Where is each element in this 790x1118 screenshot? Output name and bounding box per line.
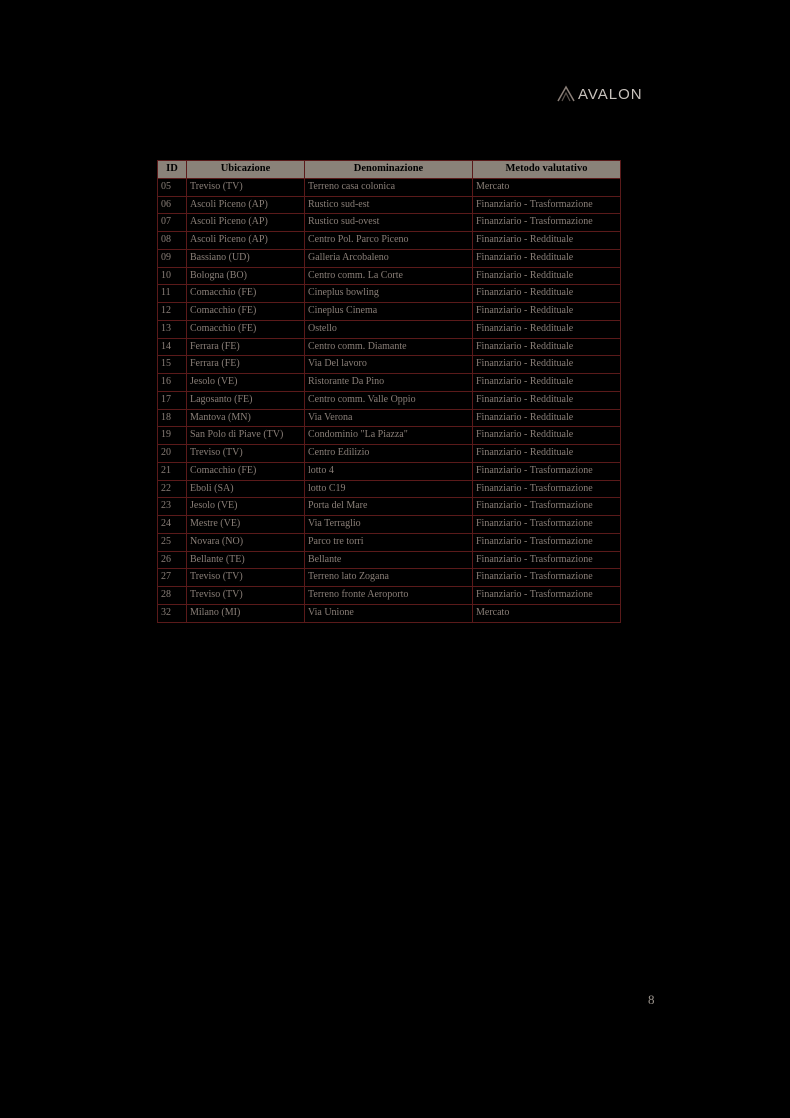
row-location: Novara (NO) (187, 533, 305, 551)
row-method: Finanziario - Trasformazione (473, 214, 621, 232)
row-id: 28 (158, 587, 187, 605)
row-id: 12 (158, 303, 187, 321)
row-location: Comacchio (FE) (187, 462, 305, 480)
table-row (158, 604, 621, 622)
row-method: Finanziario - Reddituale (473, 374, 621, 392)
table-row (158, 409, 621, 427)
row-id: 05 (158, 178, 187, 196)
row-method: Finanziario - Trasformazione (473, 480, 621, 498)
row-name: Cineplus bowling (305, 285, 473, 303)
row-name: Rustico sud-ovest (305, 214, 473, 232)
row-id: 07 (158, 214, 187, 232)
table-row (158, 214, 621, 232)
row-name: Parco tre torri (305, 533, 473, 551)
table-row (158, 587, 621, 605)
row-location: Ascoli Piceno (AP) (187, 232, 305, 250)
row-location: Ascoli Piceno (AP) (187, 214, 305, 232)
column-header-id: ID (158, 161, 187, 179)
row-location: San Polo di Piave (TV) (187, 427, 305, 445)
avalon-logo-icon (556, 85, 576, 103)
table-row (158, 374, 621, 392)
row-name: Porta del Mare (305, 498, 473, 516)
row-id: 13 (158, 320, 187, 338)
row-name: Via Del lavoro (305, 356, 473, 374)
row-location: Treviso (TV) (187, 178, 305, 196)
row-method: Finanziario - Reddituale (473, 427, 621, 445)
row-method: Finanziario - Trasformazione (473, 551, 621, 569)
row-location: Mestre (VE) (187, 516, 305, 534)
row-name: Ristorante Da Pino (305, 374, 473, 392)
row-location: Comacchio (FE) (187, 320, 305, 338)
row-id: 19 (158, 427, 187, 445)
row-name: Centro Pol. Parco Piceno (305, 232, 473, 250)
row-name: Centro comm. Valle Oppio (305, 391, 473, 409)
table-body (158, 178, 621, 622)
row-id: 22 (158, 480, 187, 498)
table-row (158, 320, 621, 338)
table-row (158, 178, 621, 196)
row-location: Mantova (MN) (187, 409, 305, 427)
row-id: 15 (158, 356, 187, 374)
row-method: Finanziario - Reddituale (473, 409, 621, 427)
row-name: lotto 4 (305, 462, 473, 480)
column-header-location: Ubicazione (187, 161, 305, 179)
row-method: Finanziario - Trasformazione (473, 498, 621, 516)
row-location: Bellante (TE) (187, 551, 305, 569)
row-id: 21 (158, 462, 187, 480)
row-name: Rustico sud-est (305, 196, 473, 214)
table-row (158, 303, 621, 321)
table-header-row (158, 161, 621, 179)
table-row (158, 480, 621, 498)
row-id: 09 (158, 249, 187, 267)
row-location: Comacchio (FE) (187, 303, 305, 321)
row-id: 06 (158, 196, 187, 214)
row-method: Mercato (473, 604, 621, 622)
row-id: 16 (158, 374, 187, 392)
row-location: Lagosanto (FE) (187, 391, 305, 409)
row-id: 24 (158, 516, 187, 534)
table-row (158, 569, 621, 587)
row-name: Terreno lato Zogana (305, 569, 473, 587)
avalon-logo (556, 84, 643, 104)
table-row (158, 427, 621, 445)
row-name: Cineplus Cinema (305, 303, 473, 321)
table-row (158, 285, 621, 303)
row-name: Ostello (305, 320, 473, 338)
table-row (158, 391, 621, 409)
row-name: Centro comm. La Corte (305, 267, 473, 285)
row-name: lotto C19 (305, 480, 473, 498)
row-method: Finanziario - Reddituale (473, 267, 621, 285)
row-id: 26 (158, 551, 187, 569)
row-id: 20 (158, 445, 187, 463)
table-row (158, 445, 621, 463)
row-id: 23 (158, 498, 187, 516)
row-method: Finanziario - Reddituale (473, 303, 621, 321)
row-location: Jesolo (VE) (187, 498, 305, 516)
row-method: Finanziario - Reddituale (473, 232, 621, 250)
row-id: 11 (158, 285, 187, 303)
row-location: Treviso (TV) (187, 587, 305, 605)
row-id: 17 (158, 391, 187, 409)
valuation-table (157, 160, 621, 623)
table-row (158, 498, 621, 516)
row-method: Finanziario - Reddituale (473, 338, 621, 356)
row-method: Finanziario - Trasformazione (473, 516, 621, 534)
row-name: Via Terraglio (305, 516, 473, 534)
row-method: Finanziario - Reddituale (473, 391, 621, 409)
row-location: Comacchio (FE) (187, 285, 305, 303)
column-header-name: Denominazione (305, 161, 473, 179)
row-id: 27 (158, 569, 187, 587)
row-method: Finanziario - Reddituale (473, 285, 621, 303)
row-location: Bologna (BO) (187, 267, 305, 285)
row-name: Bellante (305, 551, 473, 569)
row-location: Treviso (TV) (187, 445, 305, 463)
row-location: Eboli (SA) (187, 480, 305, 498)
row-method: Finanziario - Trasformazione (473, 569, 621, 587)
row-method: Finanziario - Reddituale (473, 356, 621, 374)
table-row (158, 533, 621, 551)
row-method: Finanziario - Trasformazione (473, 533, 621, 551)
row-name: Galleria Arcobaleno (305, 249, 473, 267)
table-row (158, 356, 621, 374)
row-location: Bassiano (UD) (187, 249, 305, 267)
row-id: 18 (158, 409, 187, 427)
row-method: Finanziario - Reddituale (473, 445, 621, 463)
table-row (158, 462, 621, 480)
table-row (158, 338, 621, 356)
row-method: Finanziario - Reddituale (473, 249, 621, 267)
row-location: Milano (MI) (187, 604, 305, 622)
table-row (158, 516, 621, 534)
row-id: 32 (158, 604, 187, 622)
row-method: Mercato (473, 178, 621, 196)
row-id: 08 (158, 232, 187, 250)
row-name: Via Unione (305, 604, 473, 622)
row-method: Finanziario - Reddituale (473, 320, 621, 338)
logo-text: AVALON (578, 85, 643, 103)
table-row (158, 551, 621, 569)
row-method: Finanziario - Trasformazione (473, 462, 621, 480)
row-location: Treviso (TV) (187, 569, 305, 587)
row-id: 10 (158, 267, 187, 285)
row-name: Condominio "La Piazza" (305, 427, 473, 445)
row-name: Terreno casa colonica (305, 178, 473, 196)
row-location: Ascoli Piceno (AP) (187, 196, 305, 214)
column-header-method: Metodo valutativo (473, 161, 621, 179)
row-name: Centro Edilizio (305, 445, 473, 463)
row-location: Ferrara (FE) (187, 338, 305, 356)
row-location: Jesolo (VE) (187, 374, 305, 392)
row-name: Via Verona (305, 409, 473, 427)
table-row (158, 232, 621, 250)
row-id: 14 (158, 338, 187, 356)
row-name: Centro comm. Diamante (305, 338, 473, 356)
table-row (158, 267, 621, 285)
row-location: Ferrara (FE) (187, 356, 305, 374)
row-method: Finanziario - Trasformazione (473, 587, 621, 605)
table-row (158, 196, 621, 214)
page-number: 8 (648, 992, 655, 1007)
table-row (158, 249, 621, 267)
row-id: 25 (158, 533, 187, 551)
row-name: Terreno fronte Aeroporto (305, 587, 473, 605)
row-method: Finanziario - Trasformazione (473, 196, 621, 214)
